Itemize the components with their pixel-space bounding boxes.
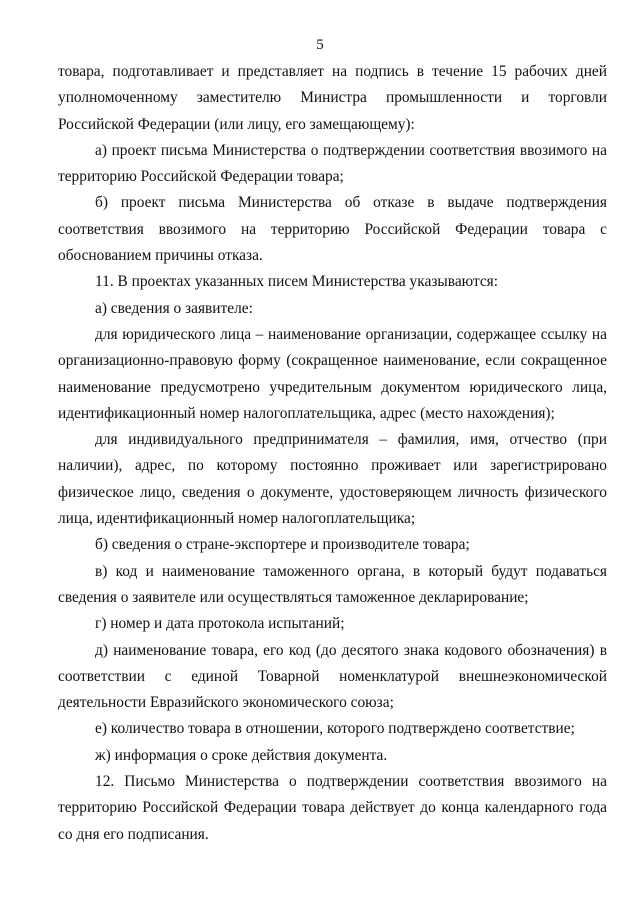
paragraph-clause-11-zh: ж) информация о сроке действия документа. [95, 746, 388, 764]
paragraph-item-a-confirmation: а) проект письма Министерства о подтверждении соответствия ввозимого на территорию Российской Федерации товара; [58, 141, 607, 186]
paragraph-clause-11-e: е) количество товара в отношении, которого подтверждено соответствие; [95, 720, 575, 738]
paragraph-clause-11-v: в) код и наименование таможенного органа, в который будут подаваться сведения о заявителе или осуществляться таможенное декларирование; [58, 562, 607, 606]
paragraph-legal-entity: для юридического лица – наименование организации, содержащее ссылку на организационно-правовую форму (сокращенное наименование, если сокращенное наименование предусмотрено учредительным документом юридического лица, идентификационный номер налогоплательщика, адрес (место нахождения); [58, 325, 607, 422]
paragraph-clause-11-g: г) номер и дата протокола испытаний; [95, 615, 345, 633]
document-body [58, 59, 607, 848]
paragraph-item-b-refusal: б) проект письма Министерства об отказе в выдаче подтверждения соответствия ввозимого на территорию Российской Федерации товара с обоснованием причины отказа. [58, 194, 607, 265]
paragraph-clause-12: 12. Письмо Министерства о подтверждении соответствия ввозимого на территорию Российской Федерации товара действует до конца календарного года со дня его подписания. [58, 773, 607, 843]
paragraph-clause-11-a: а) сведения о заявителе: [95, 299, 253, 317]
paragraph-clause-11-b: б) сведения о стране-экспортере и производителе товара; [95, 536, 470, 554]
paragraph-clause-11-d: д) наименование товара, его код (до десятого знака кодового обозначения) в соответствии с единой Товарной номенклатурой внешнеэкономической деятельности Евразийского экономического союза; [58, 641, 607, 712]
page-number: 5 [316, 37, 324, 53]
paragraph-clause-11: 11. В проектах указанных писем Министерства указываются: [95, 273, 499, 291]
paragraph-continuation: товара, подготавливает и представляет на подпись в течение 15 рабочих дней уполномоченному заместителю Министра промышленности и торговли Российской Федерации (или лицу, его замещающему): [58, 63, 607, 133]
paragraph-individual-entrepreneur: для индивидуального предпринимателя – фамилия, имя, отчество (при наличии), адрес, по которому постоянно проживает или зарегистрировано физическое лицо, сведения о документе, удостоверяющем личность физического лица, идентификационный номер налогоплательщика; [58, 431, 607, 528]
